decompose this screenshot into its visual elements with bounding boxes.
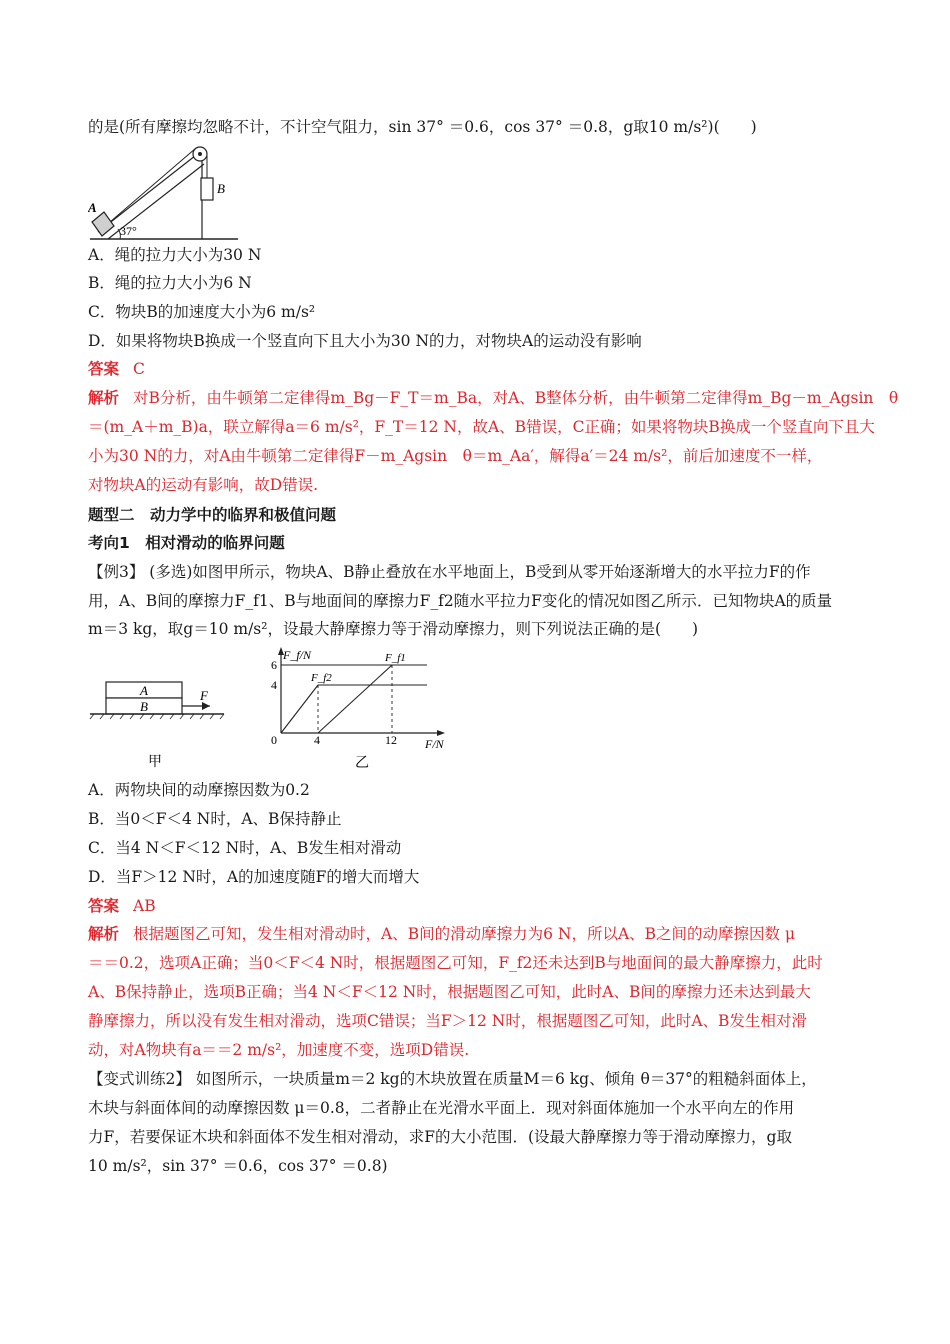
- q2-option-a: A．绳的拉力大小为30 N: [88, 246, 262, 264]
- ex3-stem-line-1: 【例3】 (多选)如图甲所示，物块A、B静止叠放在水平地面上，B受到从零开始逐渐增大的水平拉力F的作: [88, 563, 811, 581]
- ex3-analysis-line-5: 动，对A物块有a＝＝2 m/s²，加速度不变，选项D错误.: [88, 1041, 470, 1059]
- analysis-label: 解析: [88, 389, 120, 407]
- label-ff2: F_f2: [311, 672, 332, 684]
- analysis-label: 解析: [88, 925, 120, 943]
- caption-yi: 乙: [355, 756, 369, 770]
- ex3-option-d: D．当F＞12 N时，A的加速度随F的增大而增大: [88, 868, 420, 886]
- ex3-option-b: B．当0＜F＜4 N时，A、B保持静止: [88, 810, 342, 828]
- ex3-analysis-line-4: 静摩擦力，所以没有发生相对滑动，选项C错误；当F＞12 N时，根据题图乙可知，此时A、B发生相对滑: [88, 1012, 807, 1030]
- block-b-label: B: [140, 699, 148, 714]
- section-title: 题型二 动力学中的临界和极值问题: [88, 506, 337, 524]
- q2-analysis-line-2: ＝(m_A＋m_B)a，联立解得a＝6 m/s²，F_T＝12 N，故A、B错误，C正确；如果将物块B换成一个竖直向下且大: [88, 418, 875, 436]
- q2-answer: [88, 359, 145, 379]
- y-axis-label: F_f/N: [283, 648, 312, 662]
- angle-label: 37°: [120, 224, 137, 238]
- analysis-text: 根据题图乙可知，发生相对滑动时，A、B间的滑动摩擦力为6 N，所以A、B之间的动摩擦因数 μ: [133, 925, 796, 943]
- answer-label: 答案: [88, 360, 120, 378]
- y-tick-4: 4: [271, 678, 277, 692]
- stacked-blocks-figure: [88, 650, 238, 770]
- ex3-option-a: A．两物块间的动摩擦因数为0.2: [88, 781, 310, 799]
- q2-option-b: B．绳的拉力大小为6 N: [88, 274, 252, 292]
- x-tick-12: 12: [385, 733, 397, 747]
- variant2-line-2: 木块与斜面体间的动摩擦因数 μ＝0.8，二者静止在光滑水平面上．现对斜面体施加一个水平向左的作用: [88, 1099, 795, 1117]
- question-stem-tail: 的是(所有摩擦均忽略不计，不计空气阻力，sin 37° ＝0.6，cos 37° ＝0.8，g取10 m/s²)( ): [88, 118, 757, 136]
- y-tick-6: 6: [271, 658, 277, 672]
- x-axis-label: F/N: [425, 737, 444, 751]
- answer-value: C: [133, 360, 145, 378]
- q2-analysis-line-3: 小为30 N的力，对A由牛顿第二定律得F－m_Agsin θ＝m_Aa′，解得a′＝24 m/s²，前后加速度不一样，: [88, 447, 823, 465]
- ex3-analysis-line-3: A、B保持静止，选项B正确；当4 N＜F＜12 N时，根据题图乙可知，此时A、B间的摩擦力还未达到最大: [88, 983, 811, 1001]
- ex3-stem-line-2: 用，A、B间的摩擦力F_f1、B与地面间的摩擦力F_f2随水平拉力F变化的情况如图乙所示．已知物块A的质量: [88, 592, 833, 610]
- ex3-stem-line-3: m＝3 kg，取g＝10 m/s²，设最大静摩擦力等于滑动摩擦力，则下列说法正确的是( ): [88, 620, 699, 638]
- variant2-line-3: 力F，若要保证木块和斜面体不发生相对滑动，求F的大小范围．(设最大静摩擦力等于滑动摩擦力，g取: [88, 1128, 792, 1146]
- label-a: A: [88, 200, 97, 215]
- block-a-label: A: [140, 683, 148, 698]
- ex3-analysis-line-2: ＝＝0.2，选项A正确；当0＜F＜4 N时，根据题图乙可知，F_f2还未达到B与地面间的最大静摩擦力，此时: [88, 954, 823, 972]
- q2-option-d: D．如果将物块B换成一个竖直向下且大小为30 N的力，对物块A的运动没有影响: [88, 332, 642, 350]
- ex3-option-c: C．当4 N＜F＜12 N时，A、B发生相对滑动: [88, 839, 402, 857]
- answer-label: 答案: [88, 897, 120, 915]
- friction-graph-figure: [265, 645, 465, 770]
- analysis-text: 对B分析，由牛顿第二定律得m_Bg－F_T＝m_Ba，对A、B整体分析，由牛顿第二定律得m_Bg－m_Agsin θ: [133, 389, 899, 407]
- ex3-analysis-line-1: [88, 924, 795, 944]
- ex3-answer: [88, 896, 156, 916]
- origin-label: 0: [271, 733, 277, 747]
- label-ff1: F_f1: [385, 652, 406, 664]
- force-label: F: [200, 688, 208, 703]
- x-tick-4: 4: [314, 733, 320, 747]
- incline-pulley-figure: [88, 140, 248, 250]
- variant2-line-4: 10 m/s²，sin 37° ＝0.6，cos 37° ＝0.8): [88, 1157, 388, 1175]
- section-subtitle: 考向1 相对滑动的临界问题: [88, 534, 285, 552]
- label-b: B: [217, 181, 225, 196]
- caption-jia: 甲: [148, 755, 162, 770]
- q2-analysis-line-4: 对物块A的运动有影响，故D错误.: [88, 476, 319, 494]
- q2-analysis-line-1: [88, 388, 898, 408]
- answer-value: AB: [133, 897, 156, 915]
- variant2-line-1: 【变式训练2】 如图所示，一块质量m＝2 kg的木块放置在质量M＝6 kg、倾角 θ＝37°的粗糙斜面体上，: [88, 1070, 817, 1088]
- q2-option-c: C．物块B的加速度大小为6 m/s²: [88, 303, 316, 321]
